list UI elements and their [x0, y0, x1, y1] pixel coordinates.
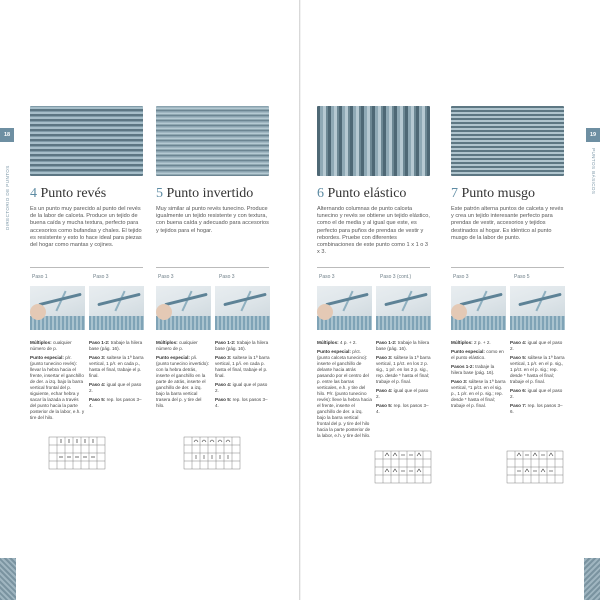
divider: [317, 267, 430, 268]
stitch-title: 7 Punto musgo: [451, 186, 536, 201]
photo-label: Paso 3: [453, 274, 469, 280]
side-label-left: DIRECTORIO DE PUNTOS: [5, 165, 10, 230]
page-number-right: 19: [586, 128, 600, 142]
stitch-intro: Este patrón alterna puntos de calceta y revés y crea un tejido interesante perfecto para prendas de vestir, accesorios y tejidos destinados al hogar. Es idéntico al punto musgo de la labor de punto.: [451, 206, 564, 241]
stitch-chart: [506, 450, 564, 484]
stitch-chart: [183, 436, 241, 470]
corner-swatch-right: [584, 558, 600, 600]
instructions-col1: Múltiplos: cualquier número de p. Punto especial: p/i. (punto tunecino invertido): con la hebra detrás, inserte el ganchillo en la parte de atrás, inserte el ganchillo de der. a izq. bajo la barra vertical trasera del p. y tire del hilo.: [156, 340, 210, 408]
swatch-punto-reves: [30, 106, 143, 176]
stitch-title: 4 Punto revés: [30, 186, 107, 201]
divider: [30, 267, 143, 268]
photo-label: Paso 3: [158, 274, 174, 280]
instructions-col1: Múltiplos: 2 p. + 2. Punto especial: como en el punto elástico. Pasos 1-2: trabaje la hilera base (pág. 16). Paso 3: sáltese la 1ª barra vertical, *1 p/ct. en el sig. p., 1 p/r. en el p. sig.; rep. desde * hasta el final; trabaje el p. final.: [451, 340, 506, 408]
instructions-col1: Múltiplos: 4 p. + 2. Punto especial: p/ct. (punto calceta tunecino): inserte el ganchillo de delante hacia atrás pasando por el centro del p. entre las barras verticales, e.h. y tire del hilo. P/r. (punto tunecino revés): lleve la hebra hacia el frente, inserte el ganchillo de der. a izq. bajo la barra vertical frontal del p. y tire del hilo hacia la parte posterior de la labor, e.h. y tire del hilo.: [317, 340, 372, 438]
page-number-left: 18: [0, 128, 14, 142]
stitch-intro: Alternando columnas de punto calceta tunecino y revés se obtiene un tejido elástico, como el de media y al igual que este, es perfecto para puños de prendas de vestir y rebordes. Pruebe con diferentes combinaciones de este punto como 1 x 1 o 3 x 3.: [317, 206, 430, 256]
photo-label: Paso 3: [219, 274, 235, 280]
stitch-intro: Es un punto muy parecido al punto del revés de la labor de calceta. Produce un tejido de buena caída y mucha textura, perfecto para accesorios como bufandas y chales. El tejido es resistente y esto lo hace ideal para piezas del hogar como mantas y cojines.: [30, 206, 142, 249]
stitch-chart: [48, 436, 106, 470]
step-photo: [156, 286, 211, 330]
divider: [156, 267, 269, 268]
instructions-col1: Múltiplos: cualquier número de p. Punto especial: p/r. (punto tunecino revés): llevar la hebra hacia el frente, insertar el ganchillo de der. a izq. bajo la barra vertical frontal del p. siguiente, echar hebra y sacar la lazada a través del punto hacia la parte posterior de la labor, e.h. y tire del hilo.: [30, 340, 85, 420]
photo-label: Paso 3: [93, 274, 109, 280]
instructions-col2: Paso 4: igual que el paso 2. Paso 5: sáltese la 1ª barra vertical, 1 p/r. en el p. sig., 1 p/ct. en el p. sig.; rep. desde * hasta el final; trabaje el p. final. Paso 6: igual que el paso 2. Paso 7: rep. los pasos 3–6.: [510, 340, 565, 414]
swatch-punto-elastico: [317, 106, 430, 176]
swatch-punto-musgo: [451, 106, 564, 176]
step-photo: [30, 286, 85, 330]
step-photo: [510, 286, 565, 330]
stitch-title: 5 Punto invertido: [156, 186, 254, 201]
photo-label: Paso 1: [32, 274, 48, 280]
step-photo: [317, 286, 372, 330]
step-photo: [376, 286, 431, 330]
stitch-intro: Muy similar al punto revés tunecino. Produce igualmente un tejido resistente y con textura, con buena caída y adecuado para accesorios y tejidos para el hogar.: [156, 206, 269, 234]
instructions-col2: Paso 1-2: trabaje la hilera base (pág. 16). Paso 3: sáltese la 1ª barra vertical, 1 p/ct. en los 2 p. sig., 1 p/r. en los 2 p. sig., rep. desde * hasta el final; trabaje el p. final. Paso 4: igual que el paso 2. Paso 5: rep. los pasos 3–4.: [376, 340, 431, 414]
divider: [451, 267, 564, 268]
photo-label: Paso 5: [514, 274, 530, 280]
photo-label: Paso 3: [319, 274, 335, 280]
instructions-col2: Paso 1-2: trabaje la hilera base (pág. 16). Paso 3: saltese la 1ª barra vertical, 1 p/r. en cada p., hasta el final, trabaje el p. final. Paso 4: igual que el paso 2. Paso 5: rep. los pasos 3–4.: [89, 340, 144, 408]
instructions-col2: Paso 1-2: trabaje la hilera base (pág. 16). Paso 3: saltese la 1ª barra vertical, 1 p/i. en cada p. hasta el final, trabaje el p. final. Paso 4: igual que el paso 2. Paso 5: rep. los pasos 3–4.: [215, 340, 270, 408]
stitch-title: 6 Punto elástico: [317, 186, 407, 201]
step-photo: [89, 286, 144, 330]
step-photo: [451, 286, 506, 330]
step-photo: [215, 286, 270, 330]
swatch-punto-invertido: [156, 106, 269, 176]
photo-label: Paso 3 (cont.): [380, 274, 412, 280]
corner-swatch-left: [0, 558, 16, 600]
book-gutter: [299, 0, 301, 600]
side-label-right: PUNTOS BÁSICOS: [591, 148, 596, 195]
stitch-chart: [374, 450, 432, 484]
